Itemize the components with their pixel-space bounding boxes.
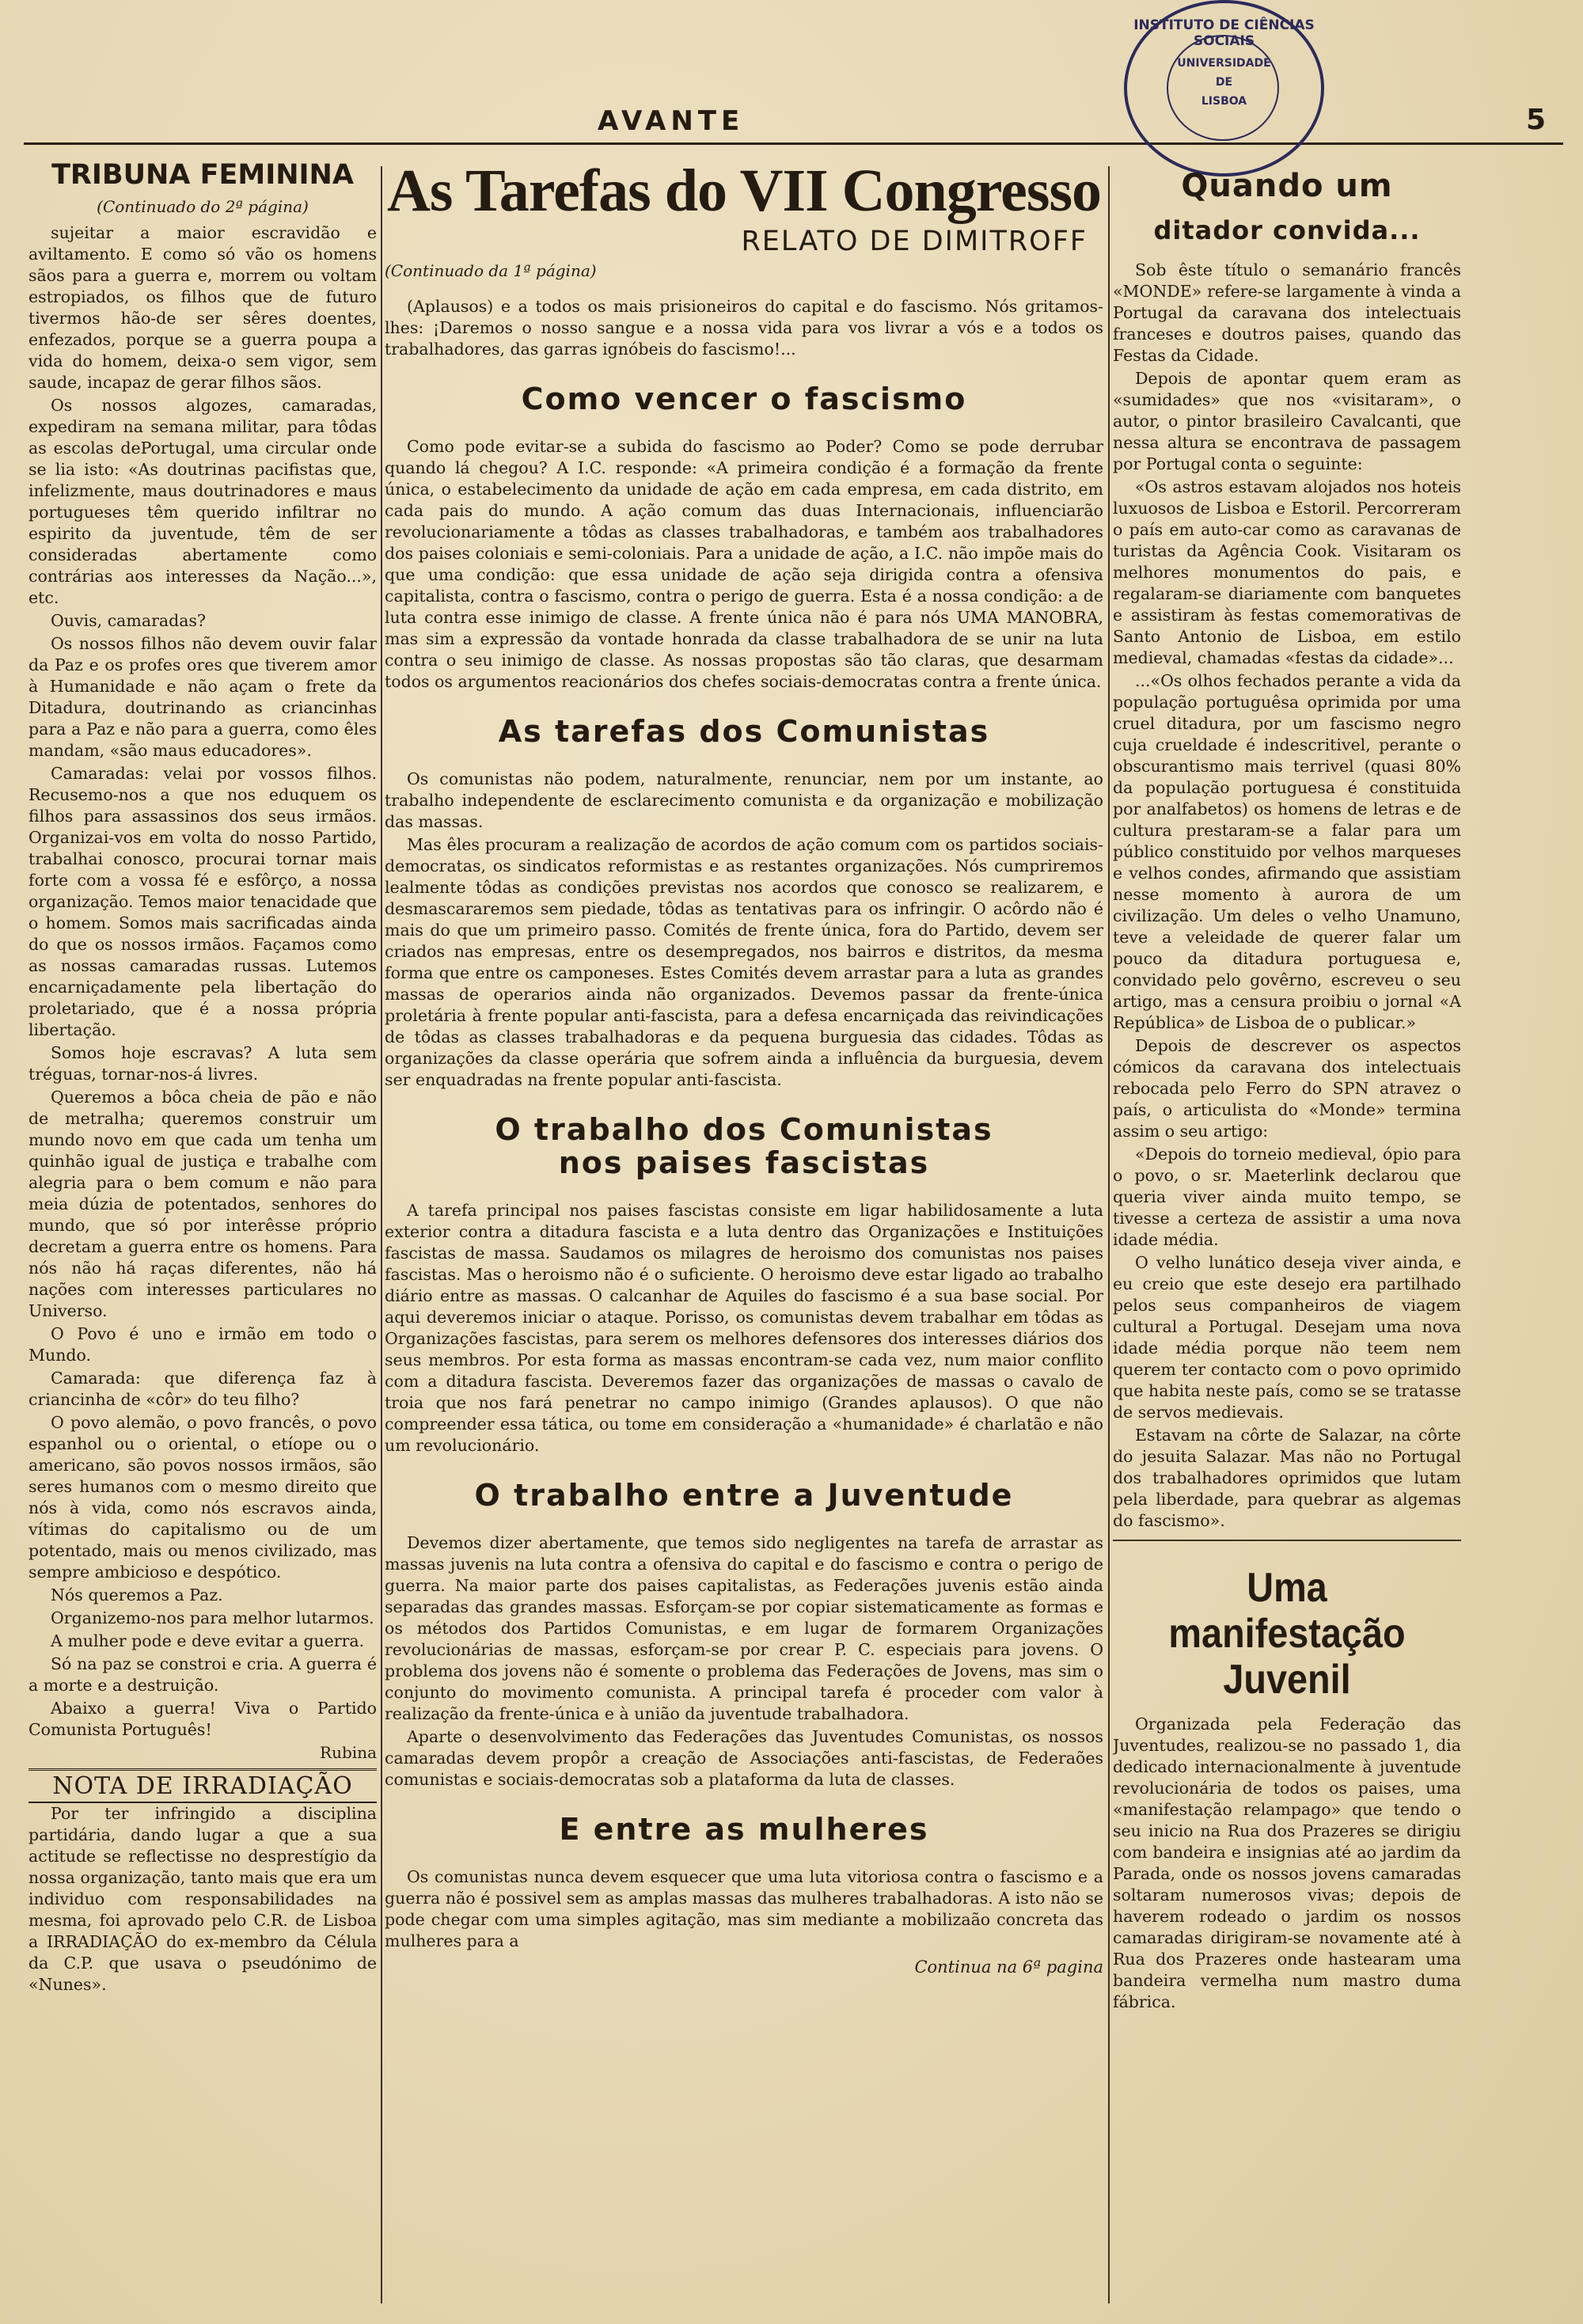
section-paragraph: A tarefa principal nos paises fascistas consiste em ligar habilidosamente a luta exterior contra a ditadura fascista e a luta dentro das Organizações e Instituições fascistas de massa. Saudamos os milagres de heroismo dos comunistas nos paises fascistas. Mas o heroismo não é o suficiente. O heroismo deve estar ligado ao trabalho diário entre as massas. O calcanhar de Aquiles do fascismo é a sua base social. Por aqui deveremos iniciar o ataque. Porisso, os comunistas devem trabalhar em tôdas as Organizações fascistas, para serem os melhores defensores dos interesses diários dos seus membros. Por esta forma as massas encontram-se cada vez, num maior conflito com a ditadura fascista. Deveremos fazer das organizações de massas o cavalo de troia que nos fará penetrar no campo inimigo (Grandes aplausos). O que não compreender essa tática, ou tome em consideração a «humanidade» é charlatão e não um revolucionário. bbox=[385, 1201, 1103, 1455]
tribuna-paragraph: Camarada: que diferença faz à criancinha de «côr» do teu filho? bbox=[28, 1369, 377, 1409]
section-title-vencer-fascismo: Como vencer o fascismo bbox=[521, 382, 967, 416]
continued-note: (Continuado da 1ª página) bbox=[385, 261, 597, 280]
stamp-ring-text: INSTITUTO DE CIÊNCIAS SOCIAIS bbox=[1133, 17, 1315, 49]
section-title-paises-fascistas-1: O trabalho dos Comunistas bbox=[495, 1112, 993, 1147]
ditador-paragraph: «Os astros estavam alojados nos hoteis luxuosos de Lisboa e Estoril. Percorreram o país em auto-car como as caravanas de turistas da Agência Cook. Visitaram os melhores monumentos do pais, e regalaram-se diariamente com banquetes e assistiram às festas comemorativas de Santo Antonio de Lisboa, em estilo medieval, chamadas «festas da cidade»... bbox=[1113, 477, 1461, 667]
section-title-tarefas-comunistas: As tarefas dos Comunistas bbox=[498, 714, 990, 749]
masthead bbox=[24, 104, 1563, 145]
tribuna-paragraph: Organizemo-nos para melhor lutarmos. bbox=[51, 1608, 374, 1627]
ditador-paragraph: Sob êste título o semanário francês «MONDE» refere-se largamente à vinda a Portugal da caravana dos intelectuais franceses e doutros paises, quando das Festas da Cidade. bbox=[1113, 260, 1461, 365]
section-paragraph: Devemos dizer abertamente, que temos sido negligentes na tarefa de arrastar as massas juvenis na luta contra a ofensiva do capital e do fascismo e contra o perigo de guerra. Na maior parte dos paises capitalistas, as Federações juvenis estão ainda separadas das grandes massas. Esforçam-se por copiar sistematicamente as formas e os métodos dos Partidos Comunistas, e em lugar de formarem Organizações revolucionárias de massas, esforçam-se por crear P. C. especiais para jovens. O problema dos jovens não é somente o problema das Federações de Jovens, mas sim o conjunto do movimento comunista. A principal tarefa é proceder com valor à realização da frente-única e à união da juventude trabalhadora. bbox=[385, 1533, 1103, 1723]
tribuna-paragraph: Abaixo a guerra! Viva o Partido Comunista Português! bbox=[28, 1699, 377, 1739]
tribuna-signature: Rubina bbox=[320, 1743, 377, 1762]
tribuna-paragraph: Os nossos algozes, camaradas, expediram na semana militar, para tôdas as escolas dePortugal, uma circular onde se lia isto: «As doutrinas pacifistas que, infelizmente, maus doutrinadores e maus portugueses têm querido infiltrar no espirito da juventude, têm de ser consideradas abertamente como contrárias aos interesses da Nação...», etc. bbox=[28, 396, 377, 607]
stamp-line1: UNIVERSIDADE bbox=[1177, 57, 1271, 70]
tribuna-subheading: (Continuado do 2ª página) bbox=[97, 197, 309, 216]
section-paragraph: Mas êles procuram a realização de acordos de ação comum com os partidos sociais-democratas, os sindicatos reformistas e as restantes organizações. Nós cumpriremos lealmente tôdas as condições previstas nos acordos que conosco se realizarem, e desmascararemos sem piedade, tôdas as tentativas para os infringir. O acôrdo não é mais do que um primeiro passo. Comités de frente única, fora do Partido, devem ser criados nas empresas, entre os desempregados, nos bairros e distritos, da mesma forma que entre os camponeses. Estes Comités devem arrastar para a luta as grandes massas de operarios ainda não organizados. Devemos passar da frente-única proletária à frente popular anti-fascista, para a defesa encarniçada das reivindicações de tôdas as classes trabalhadoras e da pequena burguesia das cidades. Tôdas as organizações da classe operária que sofrem ainda a influência da burguesia, devem ser enquadradas na frente popular anti-fascista. bbox=[385, 835, 1103, 1089]
section-paragraph: Aparte o desenvolvimento das Federações das Juventudes Comunistas, os nossos camaradas devem propôr a creação de Associações anti-fascistas, de Federaões comunistas e sociais-democratas sob a plataforma da luta de classes. bbox=[385, 1727, 1103, 1789]
column-vii-congresso bbox=[385, 158, 1103, 2296]
ditador-paragraph: ...«Os olhos fechados perante a vida da população portuguêsa oprimida por uma cruel ditadura, por um fascismo negro cuja crueldade é indescritivel, perante o obscurantismo mais terrivel (quasi 80% da população portuguesa é constituida por analfabetos) os homens de letras e de cultura prestaram-se a falar para um público constituido por velhos marqueses e velhos condes, afirmando que assistiam nesse momento à aurora de um civilização. Um deles o velho Unamuno, teve a veleidade de querer falar um pouco da ditadura portuguesa e, convidado pelo govêrno, escreveu o seu artigo, mas a censura proibiu o jornal «A República» de Lisboa de o publicar.» bbox=[1113, 671, 1461, 1032]
page-number: 5 bbox=[1525, 104, 1546, 136]
tribuna-paragraph: O povo alemão, o povo francês, o povo espanhol ou o oriental, o etíope ou o americano, são povos nossos irmãos, são seres humanos com o mesmo direito que nós à vida, como nós escravos ainda, vítimas do capitalismo ou de um potentado, mais ou menos civilizado, mas sempre ambicioso e despótico. bbox=[28, 1413, 377, 1582]
section-paragraph: Os comunistas nunca devem esquecer que uma luta vitoriosa contra o fascismo e a guerra não é possivel sem as amplas massas das mulheres trabalhadoras. A isto não se pode chegar com uma simples agitação, mas sim mediante a mobilizaão concreta das mulheres para a bbox=[385, 1867, 1103, 1950]
ditador-paragraph: «Depois do torneio medieval, ópio para o povo, o sr. Maeterlink declarou que queria viver ainda muito tempo, se tivesse a certeza de assistir a uma nova idade média. bbox=[1113, 1145, 1461, 1249]
tribuna-heading: TRIBUNA FEMININA bbox=[51, 159, 354, 191]
ditador-heading-1: Quando um bbox=[1181, 168, 1393, 204]
manifestacao-paragraph: Organizada pela Federação das Juventudes, realizou-se no passado 1, dia dedicado internacionalmente à juventude revolucionária de todos os paises, uma «manifestação relampago» que tendo o seu inicio na Rua dos Prazeres se dirigiu com bandeira e insignias até ao jardim da Parada, onde os nossos jovens camaradas soltaram numerosos vivas; depois de haverem rodeado o jardim os nossos camaradas dirigiram-se novamente até à Rua dos Prazeres onde hastearam uma bandeira vermelha num mastro duma fábrica. bbox=[1113, 1715, 1461, 2011]
tribuna-paragraph: Os nossos filhos não devem ouvir falar da Paz e os profes ores que tiverem amor à Humanidade e não açam o frete da Ditadura, doutrinando as criancinhas para a Paz e não para a guerra, como êles mandam, «são maus educadores». bbox=[28, 634, 377, 760]
ditador-paragraph: Depois de descrever os aspectos cómicos da caravana dos intelectuais rebocada pelo Ferro do SPN atravez o país, o articulista do «Monde» termina assim o seu artigo: bbox=[1113, 1036, 1461, 1141]
section-paragraph: Como pode evitar-se a subida do fascismo ao Poder? Como se pode derrubar quando lá chegou? A I.C. responde: «A primeira condição é a formação da frente única, o estabelecimento da unidade de ação em cada empresa, em cada distrito, em cada pais do mundo. A ação comum das duas Internacionais, influenciarão revolucionariamente a tôdas as classes trabalhadoras, e também aos trabalhadores dos paises coloniais e semi-coloniais. Para a unidade de ação, a I.C. não impõe mais do que uma condição: que essa unidade de ação seja dirigida contra a ofensiva capitalista, contra o fascismo, contra o perigo de guerra. Esta é a nossa condição: a de luta contra esse inimigo de classe. A frente única não é para nós UMA MANOBRA, mas sim a expressão da vontade honrada da classe trabalhadora de se unir na luta contra o seu inimigo de classe. As nossas propostas são tão claras, que desarmam todos os argumentos reacionários dos chefes sociais-democratas contra a frente única. bbox=[385, 437, 1103, 691]
column-divider-2 bbox=[1108, 166, 1110, 2303]
section-title-juventude: O trabalho entre a Juventude bbox=[474, 1478, 1014, 1513]
ditador-paragraph: Depois de apontar quem eram as «sumidades» que nos «visitaram», o autor, o pintor brasileiro Cavalcanti, que nessa altura se encontrava de passagem por Portugal conta o seguinte: bbox=[1113, 369, 1461, 473]
column-ditador-convida bbox=[1113, 158, 1461, 2296]
tribuna-paragraph: Camaradas: velai por vossos filhos. Recusemo-nos a que nos eduquem os filhos para assassinos dos seus irmãos. Organizai-vos em volta do nosso Partido, trabalhai conosco, procurai tornar mais forte com a vossa fé e esfôrço, a nossa organização. Temos maior tenacidade que o homem. Somos mais sacrificadas ainda do que os nossos irmãos. Façamos como as nossas camaradas russas. Lutemos encarniçadamente pela libertação do proletariado, que é a nossa própria libertação. bbox=[28, 764, 377, 1039]
article-headline: As Tarefas do VII Congresso bbox=[386, 158, 1102, 224]
section-title-mulheres: E entre as mulheres bbox=[559, 1812, 929, 1847]
stamp-line3: LISBOA bbox=[1201, 95, 1247, 108]
tribuna-paragraph: Somos hoje escravas? A luta sem tréguas, tornar-nos-á livres. bbox=[28, 1043, 377, 1084]
section-title-paises-fascistas-2: nos paises fascistas bbox=[558, 1145, 930, 1180]
section-rule bbox=[1113, 1540, 1461, 1541]
masthead-rule bbox=[24, 142, 1563, 145]
nota-irradiacao-title: NOTA DE IRRADIAÇÃO bbox=[28, 1768, 377, 1803]
article-intro: (Aplausos) e a todos os mais prisioneiros do capital e do fascismo. Nós gritamos-lhes: ¡Daremos o nosso sangue e a nossa vida para vos livrar a vós e a todos os trabalhadores, das garras ignóbeis do fascismo!... bbox=[385, 297, 1103, 359]
tribuna-paragraph: Só na paz se constroi e cria. A guerra é a morte e a destruição. bbox=[28, 1654, 377, 1695]
stamp-line2: DE bbox=[1215, 76, 1233, 89]
tribuna-paragraph: sujeitar a maior escravidão e aviltamento. E como só vão os homens sãos para a guerra e, morrem ou voltam estropiados, os filhos que de futuro tivermos hão-de ser sêres doentes, enfezados, porque se a guerra poupa a vida do homem, deixa-o sem vigor, sem saude, incapaz de gerar filhos sãos. bbox=[28, 223, 377, 392]
article-subheadline: RELATO DE DIMITROFF bbox=[741, 226, 1088, 257]
masthead-title: AVANTE bbox=[598, 105, 745, 137]
nota-irradiacao-text: Por ter infringido a disciplina partidária, dando lugar a que a sua actitude se reflectisse no desprestígio da nossa organização, tanto mais que era um individuo com responsabilidades na mesma, foi aprovado pelo C.R. de Lisboa a IRRADIAÇÃO do ex-membro da Célula da C.P. que usava o pseudónimo de «Nunes». bbox=[28, 1804, 377, 1994]
ditador-paragraph: Estavam na côrte de Salazar, na côrte do jesuita Salazar. Mas não no Portugal dos trabalhadores oprimidos que lutam pela liberdade, para quebrar as algemas do fascismo». bbox=[1113, 1426, 1461, 1530]
column-tribuna-feminina bbox=[28, 158, 377, 2296]
continued-footer: Continua na 6ª pagina bbox=[914, 1958, 1103, 1977]
library-stamp bbox=[1124, 0, 1324, 177]
section-paragraph: Os comunistas não podem, naturalmente, renunciar, nem por um instante, ao trabalho independente de esclarecimento comunista e da organização e mobilização das massas. bbox=[385, 769, 1103, 831]
tribuna-paragraph: O Povo é uno e irmão em todo o Mundo. bbox=[28, 1324, 377, 1365]
tribuna-paragraph: Queremos a bôca cheia de pão e não de metralha; queremos construir um mundo novo em que cada um tenha um quinhão igual de justiça e trabalhe com alegria para o bem comum e não para meia dúzia de potentados, senhores do mundo, que só por interêsse próprio decretam a guerra entre os homens. Para nós não há raças diferentes, não há nações com interesses particulares no Universo. bbox=[28, 1088, 377, 1320]
ditador-paragraph: O velho lunático deseja viver ainda, e eu creio que este desejo era partilhado pelos seus companheiros de viagem cultural a Portugal. Desejam uma nova idade média porque não teem nem querem ter contacto com o povo oprimido que habita neste país, como se se tratasse de servos medievais. bbox=[1113, 1253, 1461, 1422]
tribuna-paragraph: Ouvis, camaradas? bbox=[51, 611, 206, 630]
tribuna-paragraph: A mulher pode e deve evitar a guerra. bbox=[51, 1631, 365, 1650]
ditador-heading-2: ditador convida... bbox=[1153, 215, 1421, 245]
column-divider-1 bbox=[381, 166, 382, 2303]
tribuna-paragraph: Nós queremos a Paz. bbox=[51, 1585, 223, 1604]
manifestacao-heading: Uma manifestação Juvenil bbox=[1168, 1565, 1406, 1703]
